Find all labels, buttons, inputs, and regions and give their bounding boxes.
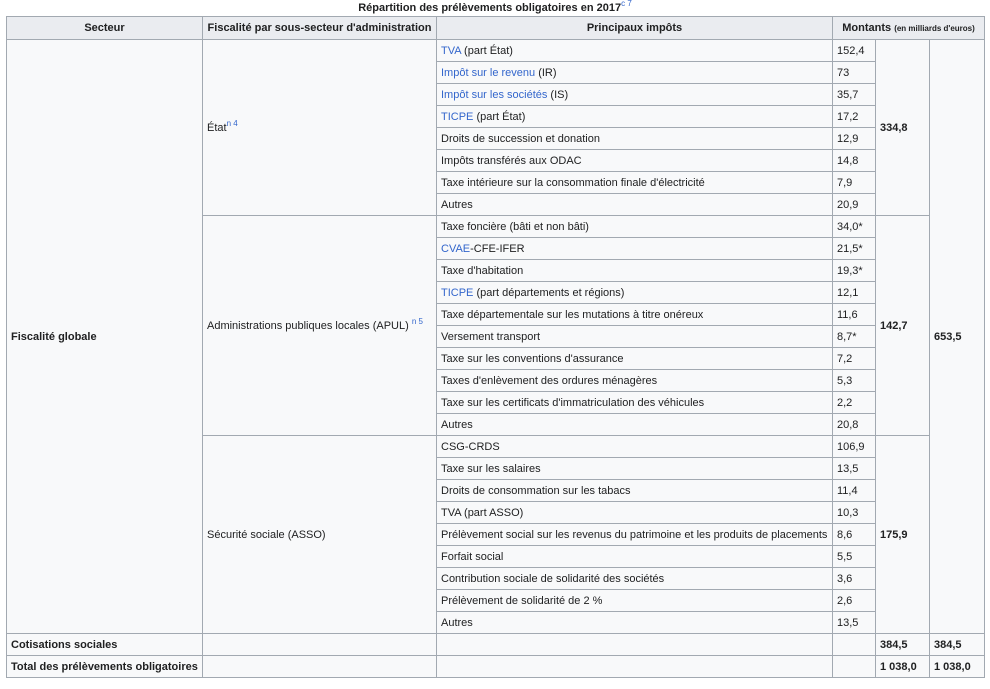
tax-amount: 11,6: [833, 304, 876, 326]
subtotal-cell: 175,9: [876, 436, 930, 634]
tax-name-cell: [437, 172, 833, 194]
tax-name-text: Droits de consommation sur les tabacs: [441, 484, 631, 497]
table-row: [7, 40, 985, 62]
tax-name-cell: [437, 260, 833, 282]
tax-link[interactable]: Impôt sur les sociétés: [441, 88, 548, 101]
tax-name-text: Taxe intérieure sur la consommation finale d'électricité: [441, 176, 705, 189]
tax-name-cell: [437, 414, 833, 436]
tax-amount: 20,8: [833, 414, 876, 436]
subsector-note-link[interactable]: n 4: [226, 118, 238, 128]
subsector-cell: [203, 436, 437, 634]
tax-amount: 35,7: [833, 84, 876, 106]
sector-cell: [7, 40, 203, 634]
subsector-label: Sécurité sociale (ASSO): [207, 528, 326, 541]
tax-amount: 7,9: [833, 172, 876, 194]
tax-name-text: Taxe sur les certificats d'immatriculation des véhicules: [441, 396, 705, 409]
empty-cell: [437, 634, 833, 656]
empty-cell: [437, 656, 833, 678]
tax-name-text: Droits de succession et donation: [441, 132, 600, 145]
row-value: 1 038,0: [930, 656, 985, 678]
header-secteur: Secteur: [7, 17, 203, 40]
tax-amount: 8,7*: [833, 326, 876, 348]
tax-name-cell: [437, 194, 833, 216]
tax-amount: 12,1: [833, 282, 876, 304]
tax-name-text: CSG-CRDS: [441, 440, 500, 453]
tax-amount: 14,8: [833, 150, 876, 172]
caption-ref-link[interactable]: c 7: [621, 0, 632, 8]
row-label: Cotisations sociales: [7, 634, 203, 656]
tax-name-text: Autres: [441, 616, 473, 629]
tax-link[interactable]: TICPE: [441, 286, 474, 299]
tax-name-cell: [437, 304, 833, 326]
tax-name-text: TVA (part ASSO): [441, 506, 524, 519]
tax-name-cell: [437, 436, 833, 458]
tax-name-text: (part départements et régions): [473, 286, 625, 299]
row-value: 1 038,0: [876, 656, 930, 678]
tax-name-cell: [437, 282, 833, 304]
tax-name-cell: [437, 546, 833, 568]
tax-amount: 5,5: [833, 546, 876, 568]
tax-name-cell: [437, 62, 833, 84]
tax-amount: 2,6: [833, 590, 876, 612]
tax-name-text: Forfait social: [441, 550, 504, 563]
tax-name-cell: [437, 150, 833, 172]
tax-amount: 152,4: [833, 40, 876, 62]
tax-amount: 2,2: [833, 392, 876, 414]
subsector-label: Administrations publiques locales (APUL): [207, 319, 412, 332]
tax-name-cell: [437, 524, 833, 546]
tax-name-text: Autres: [441, 418, 473, 431]
tax-link[interactable]: Impôt sur le revenu: [441, 66, 536, 79]
tax-name-text: Taxe départementale sur les mutations à titre onéreux: [441, 308, 704, 321]
table-body: [7, 40, 985, 678]
tax-amount: 5,3: [833, 370, 876, 392]
tax-amount: 8,6: [833, 524, 876, 546]
tax-name-cell: [437, 84, 833, 106]
global-total-cell: 653,5: [930, 40, 985, 634]
tax-name-text: (part État): [460, 44, 513, 57]
row-value: 384,5: [930, 634, 985, 656]
tax-name-cell: [437, 612, 833, 634]
tax-name-text: Taxe sur les salaires: [441, 462, 541, 475]
tax-name-cell: [437, 326, 833, 348]
tax-link[interactable]: TICPE: [441, 110, 474, 123]
tax-link[interactable]: CVAE: [441, 242, 471, 255]
tax-amount: 34,0*: [833, 216, 876, 238]
tax-name-text: Autres: [441, 198, 473, 211]
tax-name-cell: [437, 590, 833, 612]
empty-cell: [833, 656, 876, 678]
subsector-label: État: [207, 121, 227, 134]
tax-amount: 10,3: [833, 502, 876, 524]
tax-name-text: Impôts transférés aux ODAC: [441, 154, 582, 167]
tax-link[interactable]: TVA: [441, 44, 461, 57]
empty-cell: [203, 634, 437, 656]
tax-name-cell: [437, 106, 833, 128]
tax-name-cell: [437, 370, 833, 392]
tax-name-cell: [437, 480, 833, 502]
tax-table: [6, 16, 985, 678]
tax-name-text: (IS): [547, 88, 569, 101]
subsector-note-link[interactable]: n 5: [411, 316, 423, 326]
header-impots: Principaux impôts: [437, 17, 833, 40]
tax-amount: 7,2: [833, 348, 876, 370]
tax-name-cell: [437, 216, 833, 238]
tax-name-cell: [437, 392, 833, 414]
subsector-cell: [203, 216, 437, 436]
empty-cell: [203, 656, 437, 678]
tax-name-cell: [437, 40, 833, 62]
header-row: [7, 17, 985, 40]
tax-name-text: Versement transport: [441, 330, 541, 343]
subtotal-cell: 334,8: [876, 40, 930, 216]
tax-name-text: (IR): [535, 66, 557, 79]
tax-name-cell: [437, 502, 833, 524]
header-fiscalite: Fiscalité par sous-secteur d'administration: [203, 17, 437, 40]
row-label: Total des prélèvements obligatoires: [7, 656, 203, 678]
tax-amount: 13,5: [833, 612, 876, 634]
header-montants-label: Montants: [842, 22, 892, 34]
tax-amount: 3,6: [833, 568, 876, 590]
tax-amount: 17,2: [833, 106, 876, 128]
tax-amount: 20,9: [833, 194, 876, 216]
tax-name-text: Taxe sur les conventions d'assurance: [441, 352, 624, 365]
tax-name-text: Taxe foncière (bâti et non bâti): [441, 220, 589, 233]
tax-name-text: -CFE-IFER: [470, 242, 525, 255]
tax-name-cell: [437, 348, 833, 370]
tax-name-cell: [437, 238, 833, 260]
subtotal-cell: 142,7: [876, 216, 930, 436]
tax-amount: 106,9: [833, 436, 876, 458]
tax-amount: 19,3*: [833, 260, 876, 282]
header-montants-unit: (en milliards d'euros): [894, 24, 975, 33]
subsector-cell: [203, 40, 437, 216]
header-montants: [833, 17, 985, 40]
tax-amount: 12,9: [833, 128, 876, 150]
tax-name-text: Taxe d'habitation: [441, 264, 524, 277]
tax-name-text: Prélèvement social sur les revenus du patrimoine et les produits de placements: [441, 528, 828, 541]
tax-amount: 13,5: [833, 458, 876, 480]
tax-name-cell: [437, 128, 833, 150]
tax-amount: 73: [833, 62, 876, 84]
total-row: [7, 656, 985, 678]
cotisations-row: [7, 634, 985, 656]
empty-cell: [833, 634, 876, 656]
sector-label: Fiscalité globale: [11, 330, 97, 343]
tax-name-text: (part État): [473, 110, 526, 123]
row-value: 384,5: [876, 634, 930, 656]
caption-title: Répartition des prélèvements obligatoires en 2017: [358, 2, 622, 14]
tax-name-cell: [437, 458, 833, 480]
tax-name-text: Taxes d'enlèvement des ordures ménagères: [441, 374, 658, 387]
tax-amount: 11,4: [833, 480, 876, 502]
tax-name-text: Contribution sociale de solidarité des sociétés: [441, 572, 665, 585]
tax-name-text: Prélèvement de solidarité de 2 %: [441, 594, 603, 607]
tax-name-cell: [437, 568, 833, 590]
tax-amount: 21,5*: [833, 238, 876, 260]
